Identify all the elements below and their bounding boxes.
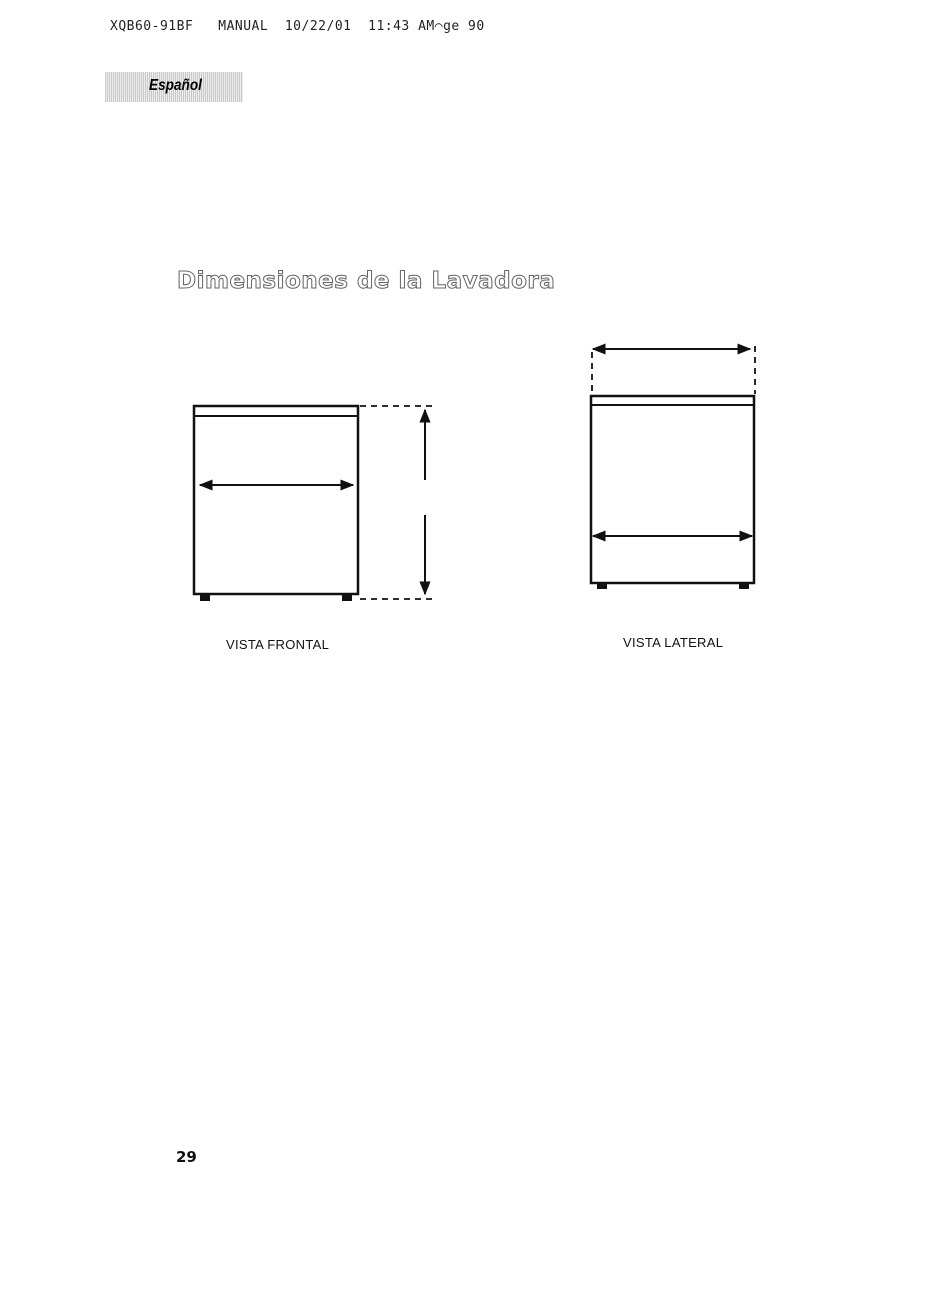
- side-view-foot-left: [597, 583, 607, 589]
- side-view-foot-right: [739, 583, 749, 589]
- front-view-foot-left: [200, 594, 210, 601]
- front-view-foot-right: [342, 594, 352, 601]
- front-view-drawing: [194, 406, 432, 601]
- side-view-caption: VISTA LATERAL: [623, 635, 724, 650]
- front-view-body: [194, 406, 358, 594]
- print-page-info: ge 90: [443, 19, 485, 34]
- section-title: Dimensiones de la Lavadora: [177, 268, 556, 294]
- side-view-body: [591, 396, 754, 583]
- side-view-drawing: [591, 346, 755, 589]
- print-file-info: XQB60-91BF MANUAL 10/22/01 11:43 AM: [110, 19, 435, 34]
- front-view-caption: VISTA FRONTAL: [226, 637, 330, 652]
- crop-mark-icon: ⌒: [434, 19, 444, 34]
- page-number: 29: [176, 1148, 197, 1166]
- language-tab-label: Español: [149, 77, 202, 94]
